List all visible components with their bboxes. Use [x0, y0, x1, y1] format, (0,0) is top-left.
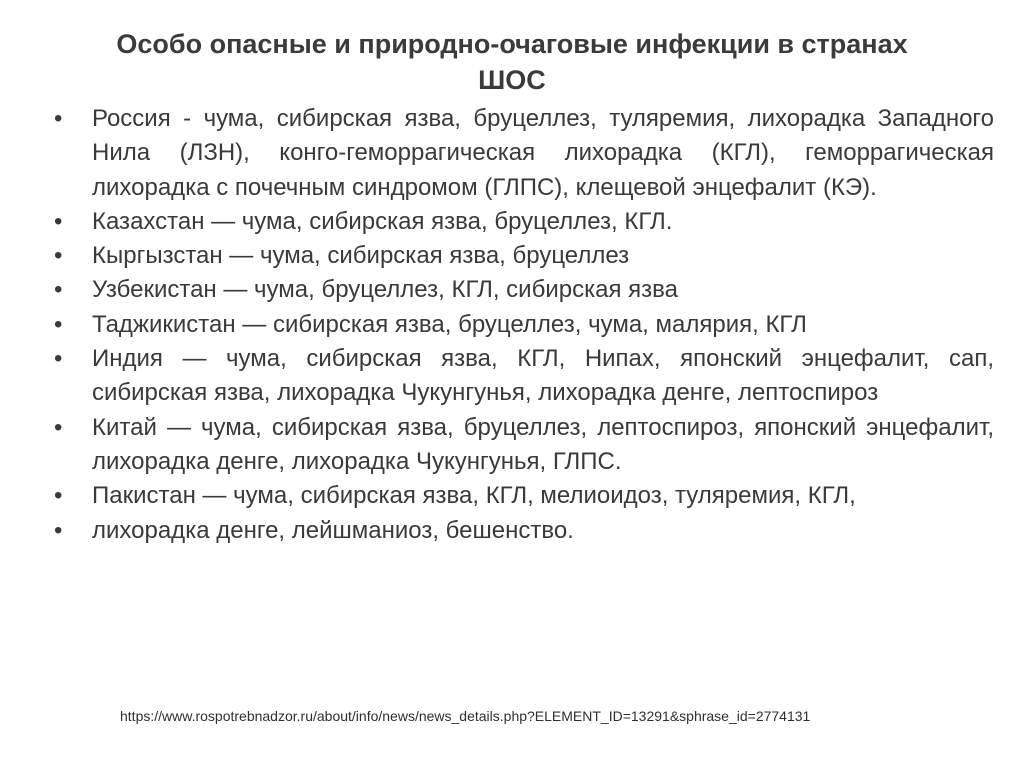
- slide-title-line-2: ШОС: [478, 65, 546, 95]
- list-item-text: Россия - чума, сибирская язва, бруцеллез, туляремия, лихорадка Западного Нила (ЛЗН), конго-геморрагическая лихорадка (КГЛ), геморрагическая лихорадка с почечным синдромом (ГЛПС), клещевой энцефалит (КЭ).: [92, 105, 994, 201]
- list-item-pakistan-continued: [54, 514, 994, 548]
- slide-title: [40, 26, 984, 98]
- list-item-china: [54, 411, 994, 480]
- list-item-text: Индия — чума, сибирская язва, КГЛ, Нипах, японский энцефалит, сап, сибирская язва, лихорадка Чукунгунья, лихорадка денге, лептоспироз: [92, 345, 994, 407]
- list-item-text: Узбекистан — чума, бруцеллез, КГЛ, сибирская язва: [92, 276, 678, 304]
- bullet-icon: •: [54, 345, 63, 373]
- list-item-text: Кыргызстан — чума, сибирская язва, бруцеллез: [92, 242, 630, 270]
- list-item-kazakhstan: [54, 205, 994, 239]
- list-item-text: Казахстан — чума, сибирская язва, бруцеллез, КГЛ.: [92, 207, 673, 235]
- list-item-text: Таджикистан — сибирская язва, бруцеллез, чума, малярия, КГЛ: [92, 310, 807, 338]
- list-item-india: [54, 342, 994, 411]
- list-item-tajikistan: [54, 308, 994, 342]
- list-item-kyrgyzstan: [54, 239, 994, 273]
- bullet-icon: •: [54, 276, 63, 304]
- bullet-icon: •: [54, 207, 63, 235]
- list-item-russia: [54, 102, 994, 205]
- bullet-list: [54, 102, 994, 548]
- bullet-icon: •: [54, 482, 63, 510]
- list-item-text: Пакистан — чума, сибирская язва, КГЛ, мелиоидоз, туляремия, КГЛ,: [92, 482, 856, 510]
- bullet-icon: •: [54, 413, 63, 441]
- list-item-text: Китай — чума, сибирская язва, бруцеллез, лептоспироз, японский энцефалит, лихорадка денге, лихорадка Чукунгунья, ГЛПС.: [92, 413, 994, 475]
- list-item-text: лихорадка денге, лейшманиоз, бешенство.: [92, 516, 574, 544]
- list-item-pakistan: [54, 479, 994, 513]
- bullet-icon: •: [54, 242, 63, 270]
- source-url: https://www.rospotrebnadzor.ru/about/info/news/news_details.php?ELEMENT_ID=13291&sphrase_id=2774131: [120, 708, 811, 724]
- bullet-icon: •: [54, 310, 63, 338]
- bullet-icon: •: [54, 105, 63, 132]
- bullet-icon: •: [54, 516, 63, 544]
- list-item-uzbekistan: [54, 273, 994, 307]
- slide-title-line-1: Особо опасные и природно-очаговые инфекции в странах: [116, 29, 908, 59]
